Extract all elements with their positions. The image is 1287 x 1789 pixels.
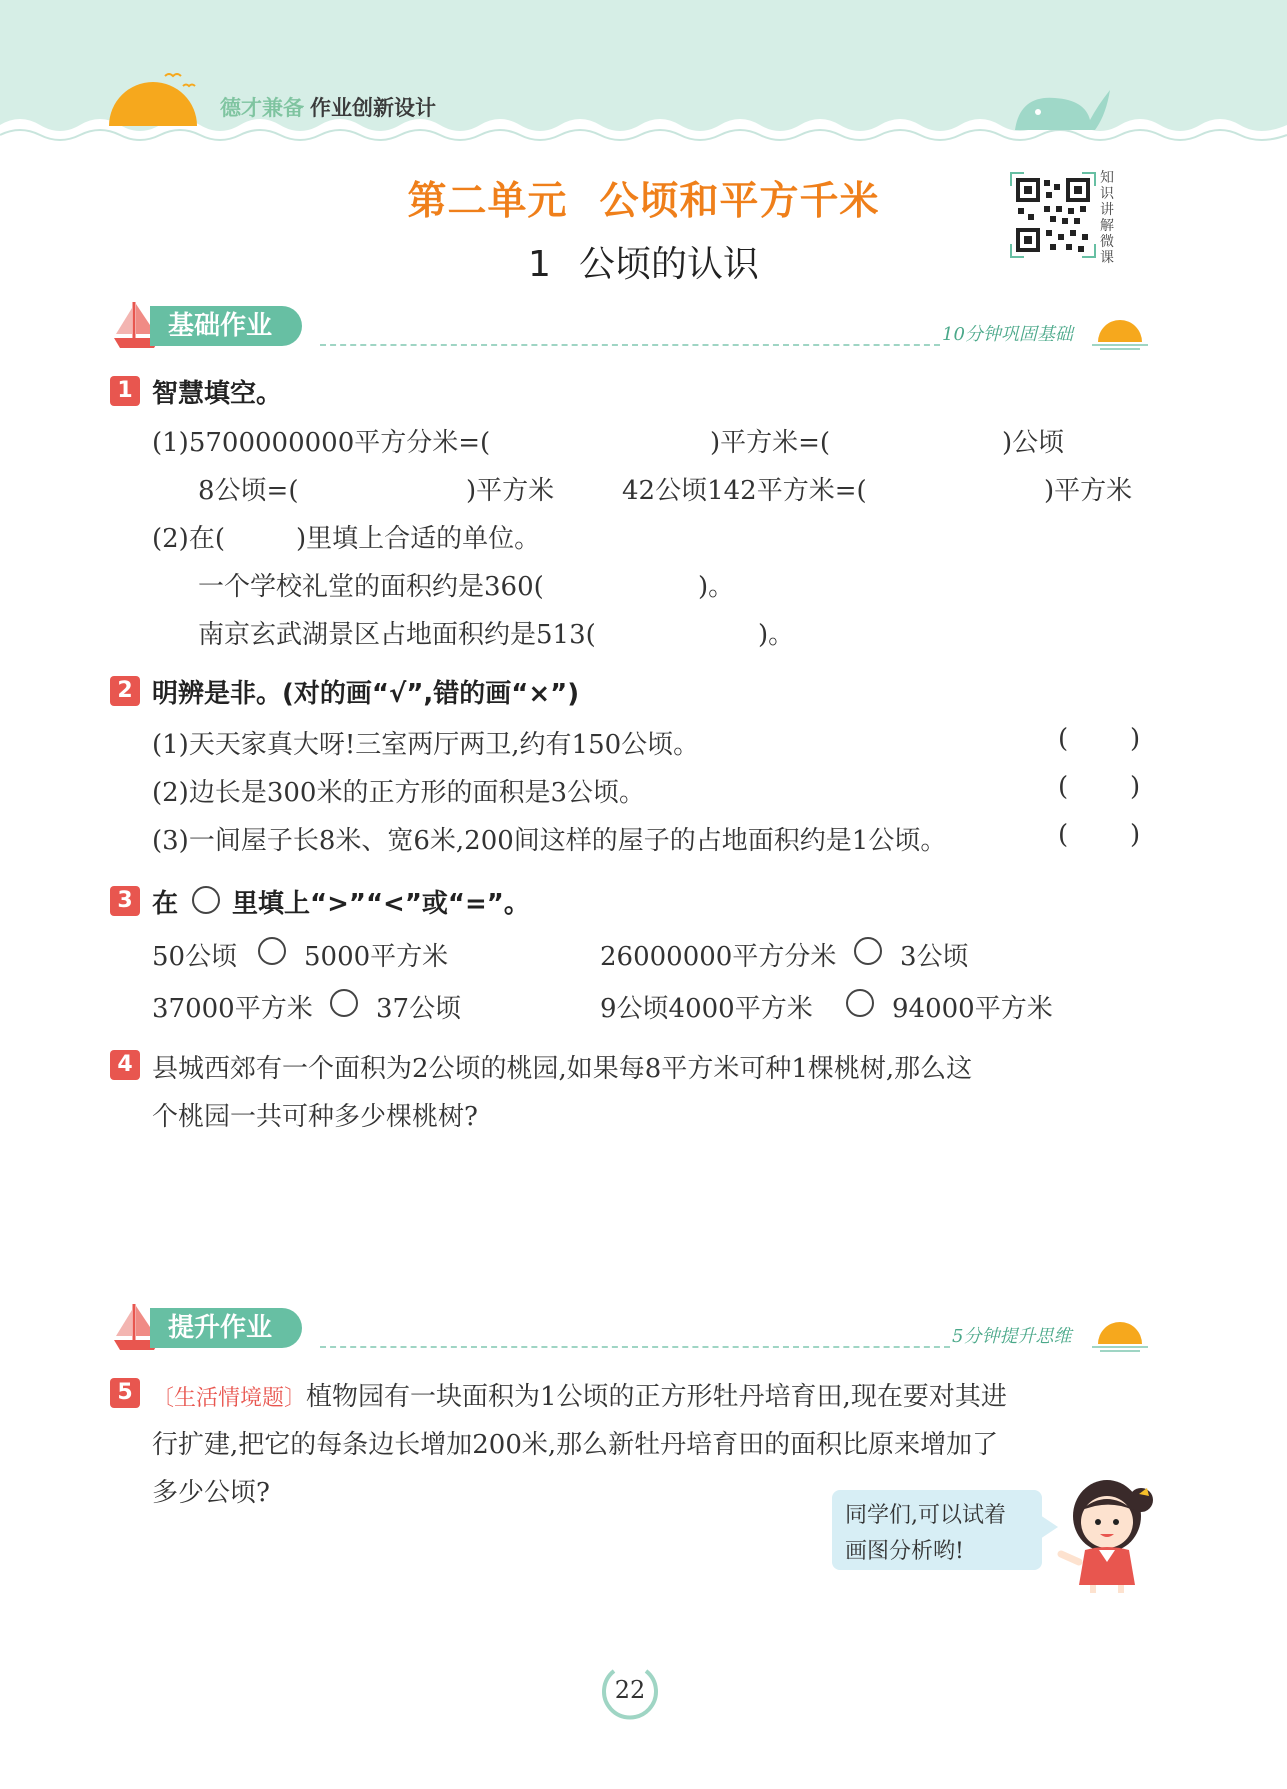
q2-heading: 明辨是非。(对的画“√”,错的画“×”) [152, 679, 580, 709]
q3-right-2-b: 94000平方米 [892, 994, 1053, 1024]
q1-line2-c: 42公顷142平方米=( [622, 476, 867, 506]
q1-line5-b: )。 [758, 620, 795, 650]
q3-left-2-b: 37公顷 [376, 994, 462, 1024]
qr-caption: 知识讲解微课 [1100, 170, 1114, 266]
hint-line2: 画图分析哟! [845, 1539, 964, 1564]
q3-compare-circle-1[interactable] [258, 937, 286, 965]
q1-line2-a: 8公顷=( [198, 476, 299, 506]
question-number-5: 5 [110, 1378, 140, 1408]
q5-line1-text: 植物园有一块面积为1公顷的正方形牡丹培育田,现在要对其进 [306, 1382, 1007, 1412]
qr-code-icon[interactable] [1010, 172, 1096, 258]
brand [220, 92, 436, 122]
q2-answer-2-open[interactable]: ( [1058, 772, 1069, 802]
q3-heading-b: 里填上“>”“<”或“=”。 [232, 889, 530, 919]
q5-line2: 行扩建,把它的每条边长增加200米,那么新牡丹培育田的面积比原来增加了 [152, 1430, 999, 1460]
section-basic-time: 10分钟巩固基础 [942, 324, 1073, 345]
q1-line5-a: 南京玄武湖景区占地面积约是513( [198, 620, 596, 650]
q5-tag: 〔生活情境题〕 [152, 1386, 307, 1411]
q4-line2: 个桃园一共可种多少棵桃树? [152, 1102, 478, 1132]
q1-line1-c: )公顷 [1002, 428, 1065, 458]
unit-topic: 公顷和平方千米 [599, 179, 880, 224]
q3-compare-circle-4[interactable] [846, 989, 874, 1017]
lesson-number: 1 [528, 244, 551, 285]
q3-compare-circle-3[interactable] [330, 989, 358, 1017]
q2-answer-3-open[interactable]: ( [1058, 820, 1069, 850]
q1-line3-b: )里填上合适的单位。 [296, 524, 541, 554]
q1-heading: 智慧填空。 [152, 379, 283, 409]
q1-line2-d: )平方米 [1044, 476, 1133, 506]
page-number: 22 [614, 1676, 646, 1704]
q2-item-3: (3)一间屋子长8米、宽6米,200间这样的屋子的占地面积约是1公顷。 [152, 826, 947, 856]
lesson-name: 公顷的认识 [578, 244, 759, 285]
q3-heading-a: 在 [152, 889, 179, 919]
q3-left-2-a: 37000平方米 [152, 994, 313, 1024]
question-number-2: 2 [110, 676, 140, 706]
q3-heading-circle [192, 886, 220, 914]
q1-line3-a: (2)在( [152, 524, 225, 554]
q2-answer-1-open[interactable]: ( [1058, 724, 1069, 754]
q3-compare-circle-2[interactable] [854, 937, 882, 965]
q3-right-1-a: 26000000平方分米 [600, 942, 837, 972]
q2-item-1: (1)天天家真大呀!三室两厅两卫,约有150公顷。 [152, 730, 700, 760]
q5-line3: 多少公顷? [152, 1478, 270, 1508]
q2-item-2: (2)边长是300米的正方形的面积是3公顷。 [152, 778, 645, 808]
q2-answer-2-close: ) [1130, 772, 1141, 802]
q4-line1: 县城西郊有一个面积为2公顷的桃园,如果每8平方米可种1棵桃树,那么这 [152, 1054, 973, 1084]
sunset-icon [1092, 314, 1148, 354]
question-number-4: 4 [110, 1050, 140, 1080]
brand-part2: 作业创新设计 [310, 96, 436, 120]
brand-part1: 德才兼备 [220, 96, 304, 120]
sun-icon [105, 62, 201, 132]
q1-line2-b: )平方米 [466, 476, 555, 506]
q5-line1 [152, 1376, 1007, 1413]
q1-line1-a: (1)5700000000平方分米=( [152, 428, 491, 458]
q2-answer-3-close: ) [1130, 820, 1141, 850]
section-basic-label: 基础作业 [150, 306, 302, 346]
question-number-1: 1 [110, 376, 140, 406]
section-advanced-time: 5分钟提升思维 [952, 1326, 1072, 1347]
hint-line1: 同学们,可以试着 [845, 1503, 1006, 1528]
question-number-3: 3 [110, 886, 140, 916]
q3-left-1-b: 5000平方米 [304, 942, 449, 972]
sunset-icon [1092, 1316, 1148, 1356]
q3-right-2-a: 9公顷4000平方米 [600, 994, 813, 1024]
q3-left-1-a: 50公顷 [152, 942, 238, 972]
q1-line4-b: )。 [698, 572, 735, 602]
whale-icon [1010, 70, 1115, 135]
unit-label: 第二单元 [407, 179, 568, 224]
section-basic-divider [320, 344, 940, 346]
q1-line1-b: )平方米=( [710, 428, 831, 458]
q2-answer-1-close: ) [1130, 724, 1141, 754]
section-advanced-label: 提升作业 [150, 1308, 302, 1348]
q1-line4-a: 一个学校礼堂的面积约是360( [198, 572, 544, 602]
q3-right-1-b: 3公顷 [900, 942, 969, 972]
hint-text [845, 1498, 1035, 1570]
girl-illustration [1055, 1470, 1155, 1595]
section-advanced-divider [320, 1346, 950, 1348]
